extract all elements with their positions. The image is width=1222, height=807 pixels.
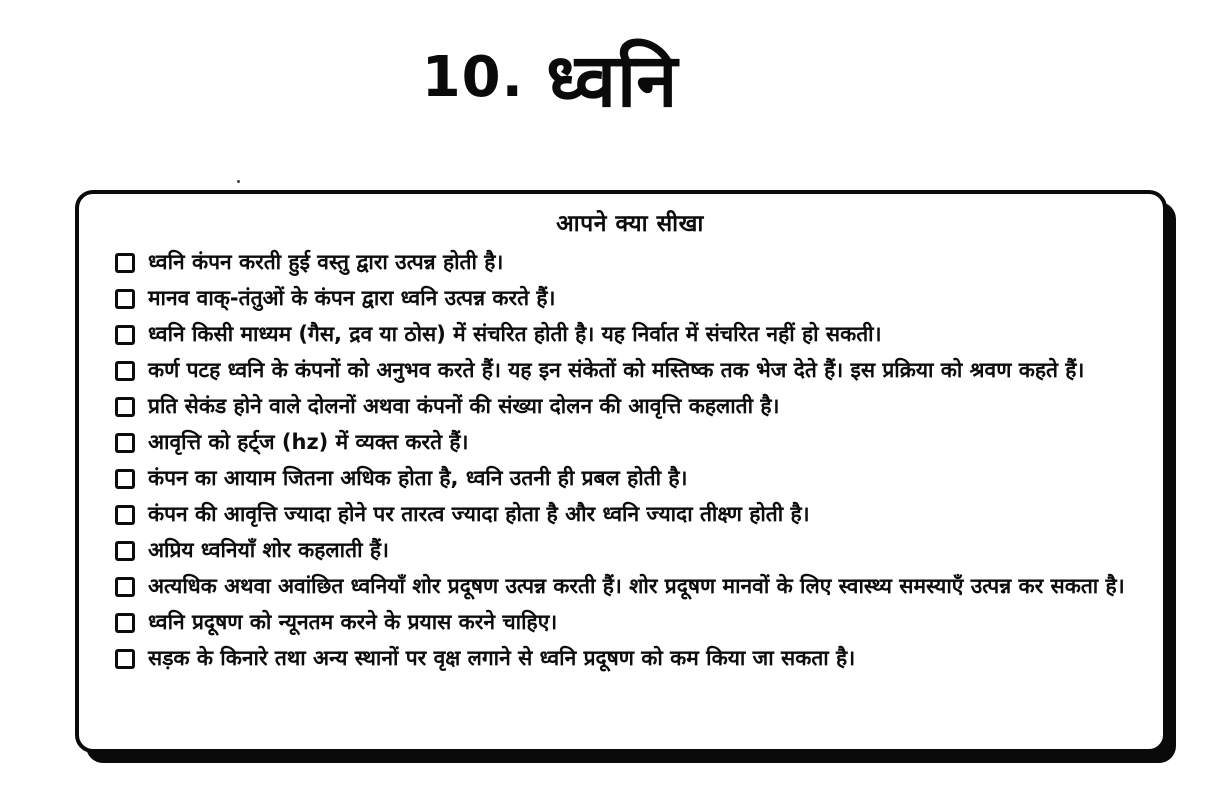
scan-speck: [237, 180, 240, 183]
checkbox-bullet-icon: [115, 541, 135, 561]
list-item: [115, 352, 1145, 388]
checkbox-bullet-icon: [115, 325, 135, 345]
list-item: [115, 532, 1145, 568]
chapter-number: 10.: [421, 45, 524, 111]
item-text: ध्वनि किसी माध्यम (गैस, द्रव या ठोस) में संचरित होती है। यह निर्वात में संचरित नहीं हो सकती।: [148, 322, 882, 346]
item-text: आवृत्ति को हर्ट्ज (hz) में व्यक्त करते हैं।: [148, 430, 469, 454]
list-item: [115, 280, 1145, 316]
chapter-name: ध्वनि: [546, 38, 679, 125]
item-text: कंपन का आयाम जितना अधिक होता है, ध्वनि उतनी ही प्रबल होती है।: [148, 466, 688, 490]
list-item: [115, 496, 1145, 532]
list-item: [115, 460, 1145, 496]
item-text: मानव वाक्-तंतुओं के कंपन द्वारा ध्वनि उत्पन्न करते हैं।: [148, 286, 556, 310]
list-item: [115, 604, 1145, 640]
checkbox-bullet-icon: [115, 469, 135, 489]
list-item: [115, 388, 1145, 424]
item-text: अप्रिय ध्वनियाँ शोर कहलाती हैं।: [148, 538, 389, 562]
list-item: [115, 316, 1145, 352]
checkbox-bullet-icon: [115, 577, 135, 597]
list-item: [115, 568, 1145, 604]
checkbox-bullet-icon: [115, 289, 135, 309]
checkbox-bullet-icon: [115, 613, 135, 633]
item-text: ध्वनि प्रदूषण को न्यूनतम करने के प्रयास करने चाहिए।: [148, 610, 558, 634]
learned-list: [115, 244, 1145, 676]
checkbox-bullet-icon: [115, 649, 135, 669]
checkbox-bullet-icon: [115, 505, 135, 525]
box-heading: आपने क्या सीखा: [556, 211, 704, 237]
list-item: [115, 424, 1145, 460]
item-text: अत्यधिक अथवा अवांछित ध्वनियाँ शोर प्रदूषण उत्पन्न करती हैं। शोर प्रदूषण मानवों के लिए स्वास्थ्य समस्याएँ उत्पन्न कर सकता है।: [148, 574, 1125, 598]
item-text: प्रति सेकंड होने वाले दोलनों अथवा कंपनों की संख्या दोलन की आवृत्ति कहलाती है।: [148, 394, 780, 418]
list-item: [115, 640, 1145, 676]
item-text: कंपन की आवृत्ति ज्यादा होने पर तारत्व ज्यादा होता है और ध्वनि ज्यादा तीक्ष्ण होती है।: [148, 502, 810, 526]
checkbox-bullet-icon: [115, 433, 135, 453]
item-text: सड़क के किनारे तथा अन्य स्थानों पर वृक्ष लगाने से ध्वनि प्रदूषण को कम किया जा सकता है।: [148, 646, 856, 670]
checkbox-bullet-icon: [115, 253, 135, 273]
item-text: ध्वनि कंपन करती हुई वस्तु द्वारा उत्पन्न होती है।: [148, 250, 504, 274]
item-text: कर्ण पटह ध्वनि के कंपनों को अनुभव करते हैं। यह इन संकेतों को मस्तिष्क तक भेज देते हैं। इस प्रक्रिया को श्रवण कहते हैं।: [148, 358, 1085, 382]
list-item: [115, 244, 1145, 280]
summary-box: [75, 190, 1167, 753]
checkbox-bullet-icon: [115, 397, 135, 417]
chapter-title: [0, 27, 1100, 128]
checkbox-bullet-icon: [115, 361, 135, 381]
